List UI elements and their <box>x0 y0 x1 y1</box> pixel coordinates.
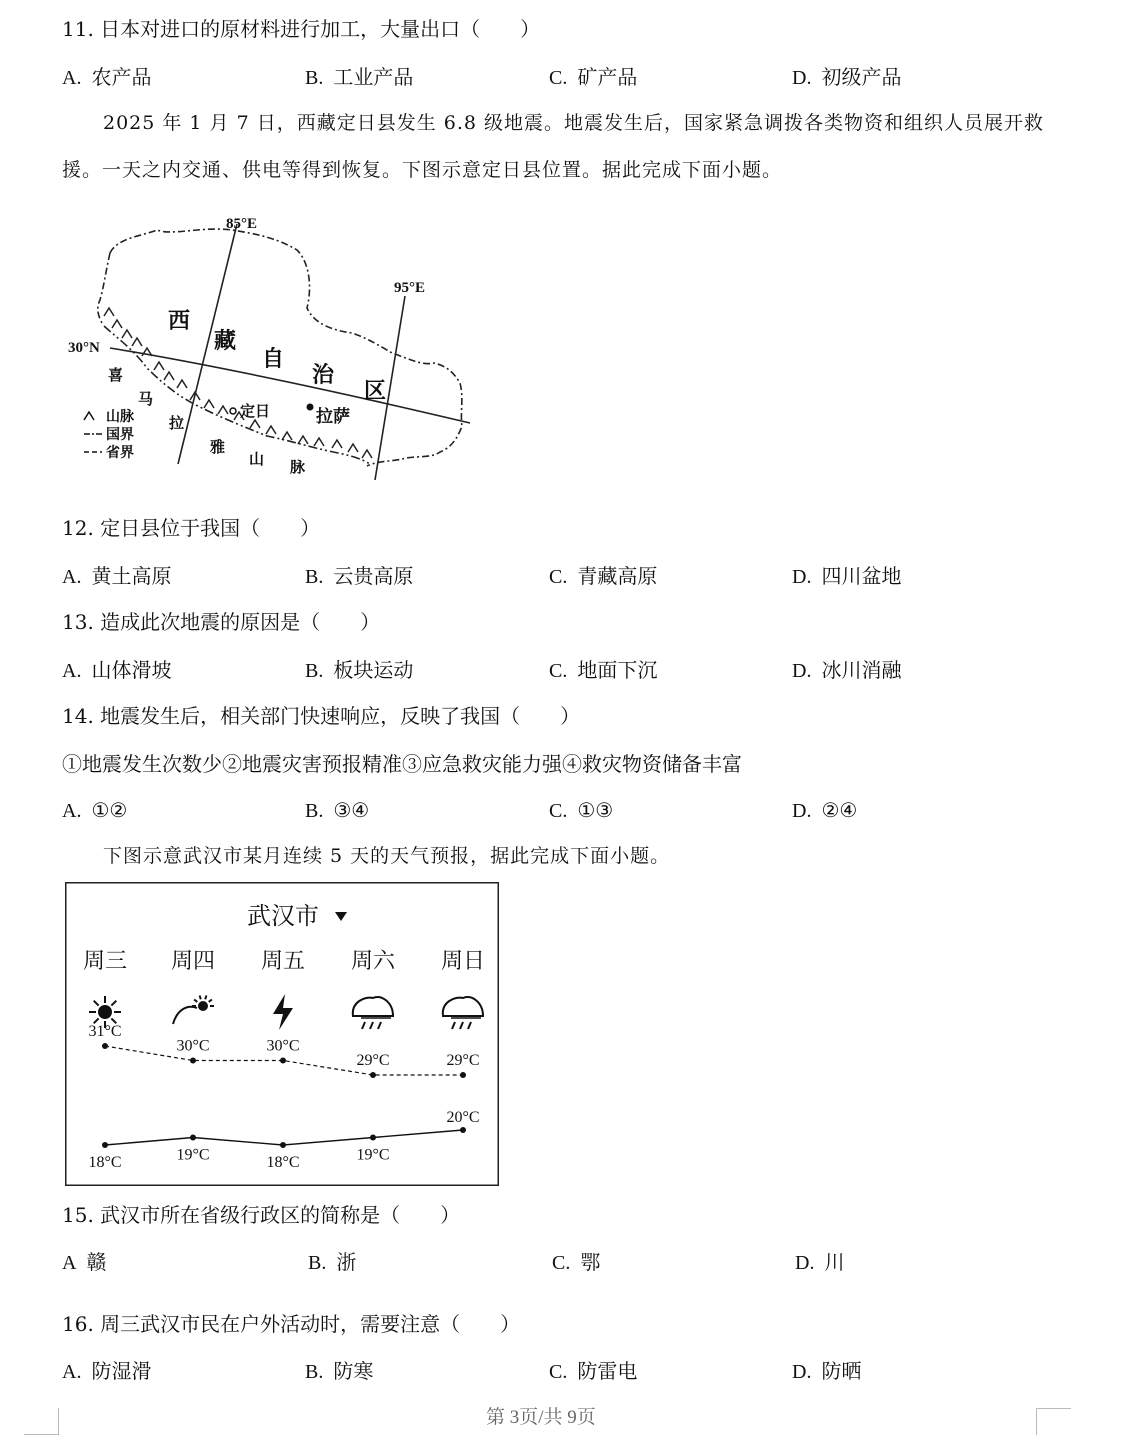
high-temp-label: 29°C <box>446 1052 480 1069</box>
q14-stem: 14. 地震发生后，相关部门快速响应，反映了我国（ ） <box>62 704 581 728</box>
q11-stem: 11. 日本对进口的原材料进行加工，大量出口（ ） <box>62 17 541 41</box>
q13-stem: 13. 造成此次地震的原因是（ ） <box>62 610 381 634</box>
mountain-char: 山 <box>249 450 265 468</box>
legend-label-national: 国界 <box>106 427 134 443</box>
high-temp-point <box>460 1072 466 1078</box>
tibet-location-map <box>62 208 482 488</box>
map-legend <box>84 409 135 461</box>
passage1-line1: 2025 年 1 月 7 日，西藏定日县发生 6.8 级地震。地震发生后，国家紧急调拨各类物资和组织人员展开救 <box>103 112 1045 134</box>
q12-option-a[interactable]: A. 黄土高原 <box>62 564 172 588</box>
q16-option-b[interactable]: B. 防寒 <box>305 1359 374 1383</box>
q14-option-c[interactable]: C. ①③ <box>549 798 614 822</box>
q15-stem: 15. 武汉市所在省级行政区的简称是（ ） <box>62 1203 461 1227</box>
low-temp-point <box>102 1142 108 1148</box>
meridian-85e-label: 85°E <box>226 216 258 232</box>
weather-forecast-figure <box>65 882 499 1186</box>
q13-option-c[interactable]: C. 地面下沉 <box>549 658 658 682</box>
q14-option-a[interactable]: A. ①② <box>62 798 128 822</box>
q16-stem: 16. 周三武汉市民在户外活动时，需要注意（ ） <box>62 1312 521 1336</box>
weather-day-label: 周四 <box>170 949 216 974</box>
region-char: 藏 <box>214 328 237 354</box>
legend-label-mountain: 山脉 <box>106 409 134 425</box>
dingri-marker <box>230 408 236 414</box>
mountain-char: 脉 <box>290 458 306 476</box>
q11-option-b[interactable]: B. 工业产品 <box>305 65 414 89</box>
passage1-line2: 援。一天之内交通、供电等得到恢复。下图示意定日县位置。据此完成下面小题。 <box>62 159 783 181</box>
low-temp-point <box>460 1127 466 1133</box>
q14-statements: ①地震发生次数少②地震灾害预报精准③应急救灾能力强④救灾物资储备丰富 <box>62 752 742 776</box>
q16-option-c[interactable]: C. 防雷电 <box>549 1359 638 1383</box>
low-temp-label: 18°C <box>88 1154 122 1171</box>
q12-option-b[interactable]: B. 云贵高原 <box>305 564 414 588</box>
q11-option-a[interactable]: A. 农产品 <box>62 65 152 89</box>
page-corner-mark <box>24 1408 59 1435</box>
high-temp-label: 31°C <box>88 1023 122 1040</box>
high-temp-label: 30°C <box>176 1037 210 1055</box>
region-char: 西 <box>168 308 191 334</box>
low-temp-point <box>280 1142 286 1148</box>
high-temp-point <box>370 1072 376 1078</box>
q16-option-a[interactable]: A. 防湿滑 <box>62 1359 152 1383</box>
q13-option-b[interactable]: B. 板块运动 <box>305 658 414 682</box>
q14-option-b[interactable]: B. ③④ <box>305 798 370 822</box>
region-name <box>168 308 386 404</box>
weather-day-label: 周日 <box>440 949 486 974</box>
lhasa-label: 拉萨 <box>316 407 350 427</box>
q12-stem: 12. 定日县位于我国（ ） <box>62 516 321 540</box>
q11-option-d[interactable]: D. 初级产品 <box>792 65 902 89</box>
q13-option-a[interactable]: A. 山体滑坡 <box>62 658 172 682</box>
q15-option-c[interactable]: C. 鄂 <box>552 1250 601 1274</box>
mountain-icon <box>84 412 94 420</box>
mountain-char: 马 <box>138 390 154 408</box>
region-char: 自 <box>262 346 285 372</box>
dingri-label: 定日 <box>240 402 271 420</box>
weather-day-label: 周六 <box>350 949 396 974</box>
q13-option-d[interactable]: D. 冰川消融 <box>792 658 902 682</box>
low-temp-point <box>370 1135 376 1141</box>
page-corner-mark <box>1036 1408 1071 1435</box>
mountain-char: 喜 <box>108 366 124 384</box>
high-temp-point <box>190 1058 196 1064</box>
mountain-char: 拉 <box>169 414 185 432</box>
q12-option-d[interactable]: D. 四川盆地 <box>792 564 902 588</box>
high-temp-point <box>102 1043 108 1049</box>
meridian-95e-label: 95°E <box>394 280 426 296</box>
q12-option-c[interactable]: C. 青藏高原 <box>549 564 658 588</box>
provincial-border <box>110 229 462 466</box>
legend-label-provincial: 省界 <box>106 445 134 461</box>
weather-day-label: 周三 <box>82 949 128 974</box>
page-number: 第 3页/共 9页 <box>486 1407 596 1428</box>
low-temp-point <box>190 1135 196 1141</box>
q16-option-d[interactable]: D. 防晒 <box>792 1359 862 1383</box>
region-char: 区 <box>364 378 387 404</box>
q15-option-a[interactable]: A 赣 <box>62 1250 107 1274</box>
high-temp-label: 29°C <box>356 1052 390 1069</box>
q11-option-c[interactable]: C. 矿产品 <box>549 65 638 89</box>
high-temp-label: 30°C <box>266 1037 300 1055</box>
mountain-char: 雅 <box>210 438 226 456</box>
weather-city-title: 武汉市 <box>247 902 319 930</box>
q14-option-d[interactable]: D. ②④ <box>792 798 858 822</box>
low-temp-label: 19°C <box>356 1146 390 1164</box>
low-temp-label: 18°C <box>266 1154 300 1171</box>
q15-option-d[interactable]: D. 川 <box>795 1250 845 1274</box>
mountain-name <box>108 366 306 476</box>
q15-option-b[interactable]: B. 浙 <box>308 1250 357 1274</box>
low-temp-label: 19°C <box>176 1146 210 1164</box>
region-char: 治 <box>312 362 335 388</box>
parallel-30n-label: 30°N <box>68 340 100 356</box>
passage2: 下图示意武汉市某月连续 5 天的天气预报，据此完成下面小题。 <box>103 845 671 867</box>
high-temp-point <box>280 1058 286 1064</box>
low-temp-label: 20°C <box>446 1109 480 1126</box>
weather-day-label: 周五 <box>260 949 306 974</box>
lhasa-marker <box>307 404 314 411</box>
